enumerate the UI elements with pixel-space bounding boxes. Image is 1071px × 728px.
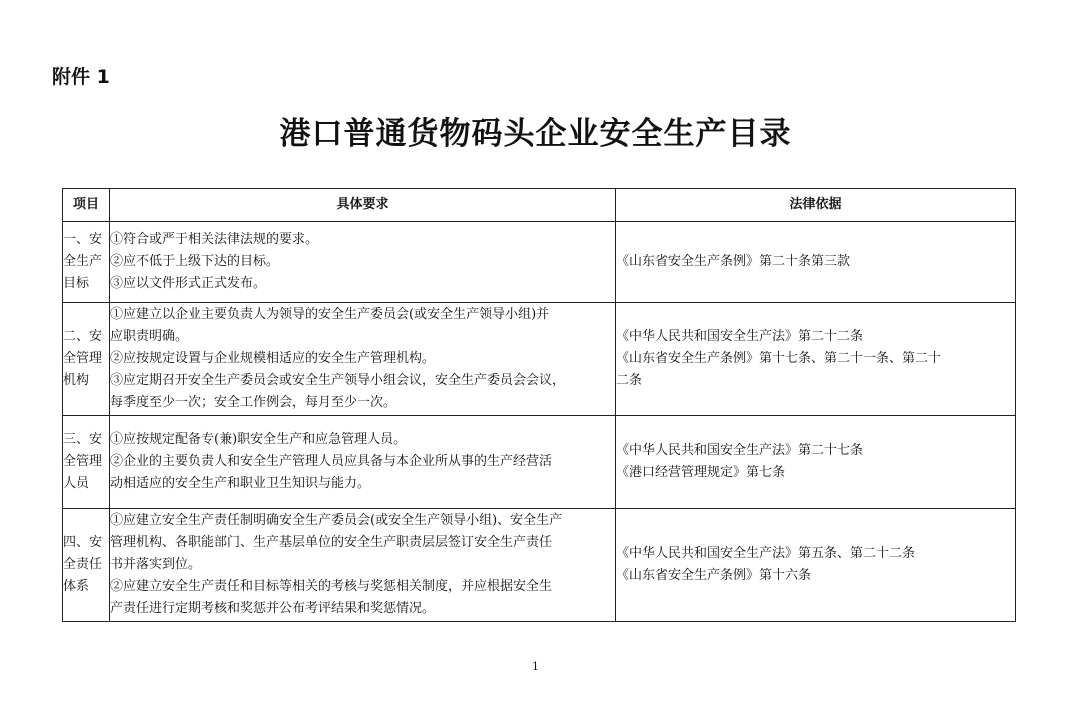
item-cell [63, 222, 110, 303]
requirement-line: 应职责明确。 [110, 329, 189, 344]
legal-basis-cell [616, 509, 1016, 622]
requirement-line: ②企业的主要负责人和安全生产管理人员应具备与本企业所从事的生产经营活 [110, 454, 553, 469]
item-line: 全管理 [63, 454, 103, 469]
safety-catalog-table [62, 188, 1016, 622]
item-line: 二、安 [63, 329, 103, 344]
page-number: 1 [532, 660, 539, 673]
table-row [63, 303, 1016, 416]
item-line: 全生产 [63, 254, 103, 269]
requirement-line: 管理机构、各职能部门、生产基层单位的安全生产职责层层签订安全生产责任 [110, 535, 553, 550]
item-line: 机构 [63, 373, 90, 388]
requirement-line: ①应建立以企业主要负责人为领导的安全生产委员会(或安全生产领导小组)并 [110, 307, 550, 322]
item-line: 一、安 [63, 232, 103, 247]
item-cell [63, 509, 110, 622]
item-line: 三、安 [63, 432, 103, 447]
legal-line: 《中华人民共和国安全生产法》第五条、第二十二条 [616, 546, 916, 561]
requirements-cell [110, 303, 616, 416]
item-line: 全责任 [63, 557, 103, 572]
requirement-line: 动相适应的安全生产和职业卫生知识与能力。 [110, 476, 371, 491]
requirement-line: 每季度至少一次；安全工作例会，每月至少一次。 [110, 395, 397, 410]
table-row [63, 509, 1016, 622]
legal-line: 《山东省安全生产条例》第十七条、第二十一条、第二十 [616, 351, 942, 366]
requirements-cell [110, 509, 616, 622]
requirement-line: ③应以文件形式正式发布。 [110, 276, 267, 291]
item-cell [63, 303, 110, 416]
document-title: 港口普通货物码头企业安全生产目录 [279, 116, 792, 152]
requirement-line: ①符合或严于相关法律法规的要求。 [110, 232, 319, 247]
requirements-cell [110, 416, 616, 509]
requirement-line: ①应建立安全生产责任制明确安全生产委员会(或安全生产领导小组)、安全生产 [110, 513, 563, 528]
legal-line: 《山东省安全生产条例》第二十条第三款 [616, 254, 851, 269]
legal-basis-cell [616, 416, 1016, 509]
table-header-row [63, 189, 1016, 222]
item-line: 体系 [63, 579, 90, 594]
item-line: 人员 [63, 476, 90, 491]
requirement-line: ③应定期召开安全生产委员会或安全生产领导小组会议，安全生产委员会会议， [110, 373, 566, 388]
header-legal-basis: 法律依据 [616, 189, 1016, 222]
legal-basis-cell [616, 303, 1016, 416]
legal-line: 《山东省安全生产条例》第十六条 [616, 568, 812, 583]
attachment-label: 附件 1 [52, 66, 110, 88]
header-requirements: 具体要求 [110, 189, 616, 222]
table-row [63, 222, 1016, 303]
item-cell [63, 416, 110, 509]
item-line: 目标 [63, 276, 90, 291]
table-row [63, 416, 1016, 509]
item-line: 四、安 [63, 535, 103, 550]
legal-line: 《中华人民共和国安全生产法》第二十二条 [616, 329, 864, 344]
requirement-line: ①应按规定配备专(兼)职安全生产和应急管理人员。 [110, 432, 407, 447]
requirements-cell [110, 222, 616, 303]
requirement-line: ②应建立安全生产责任和目标等相关的考核与奖惩相关制度，并应根据安全生 [110, 579, 553, 594]
requirement-line: ②应不低于上级下达的目标。 [110, 254, 280, 269]
item-line: 全管理 [63, 351, 103, 366]
requirement-line: 产责任进行定期考核和奖惩并公布考评结果和奖惩情况。 [110, 601, 436, 616]
requirement-line: 书并落实到位。 [110, 557, 202, 572]
legal-line: 《港口经营管理规定》第七条 [616, 465, 786, 480]
legal-line: 《中华人民共和国安全生产法》第二十七条 [616, 443, 864, 458]
legal-basis-cell [616, 222, 1016, 303]
legal-line: 二条 [616, 373, 643, 388]
requirement-line: ②应按规定设置与企业规模相适应的安全生产管理机构。 [110, 351, 436, 366]
header-item: 项目 [63, 189, 110, 222]
